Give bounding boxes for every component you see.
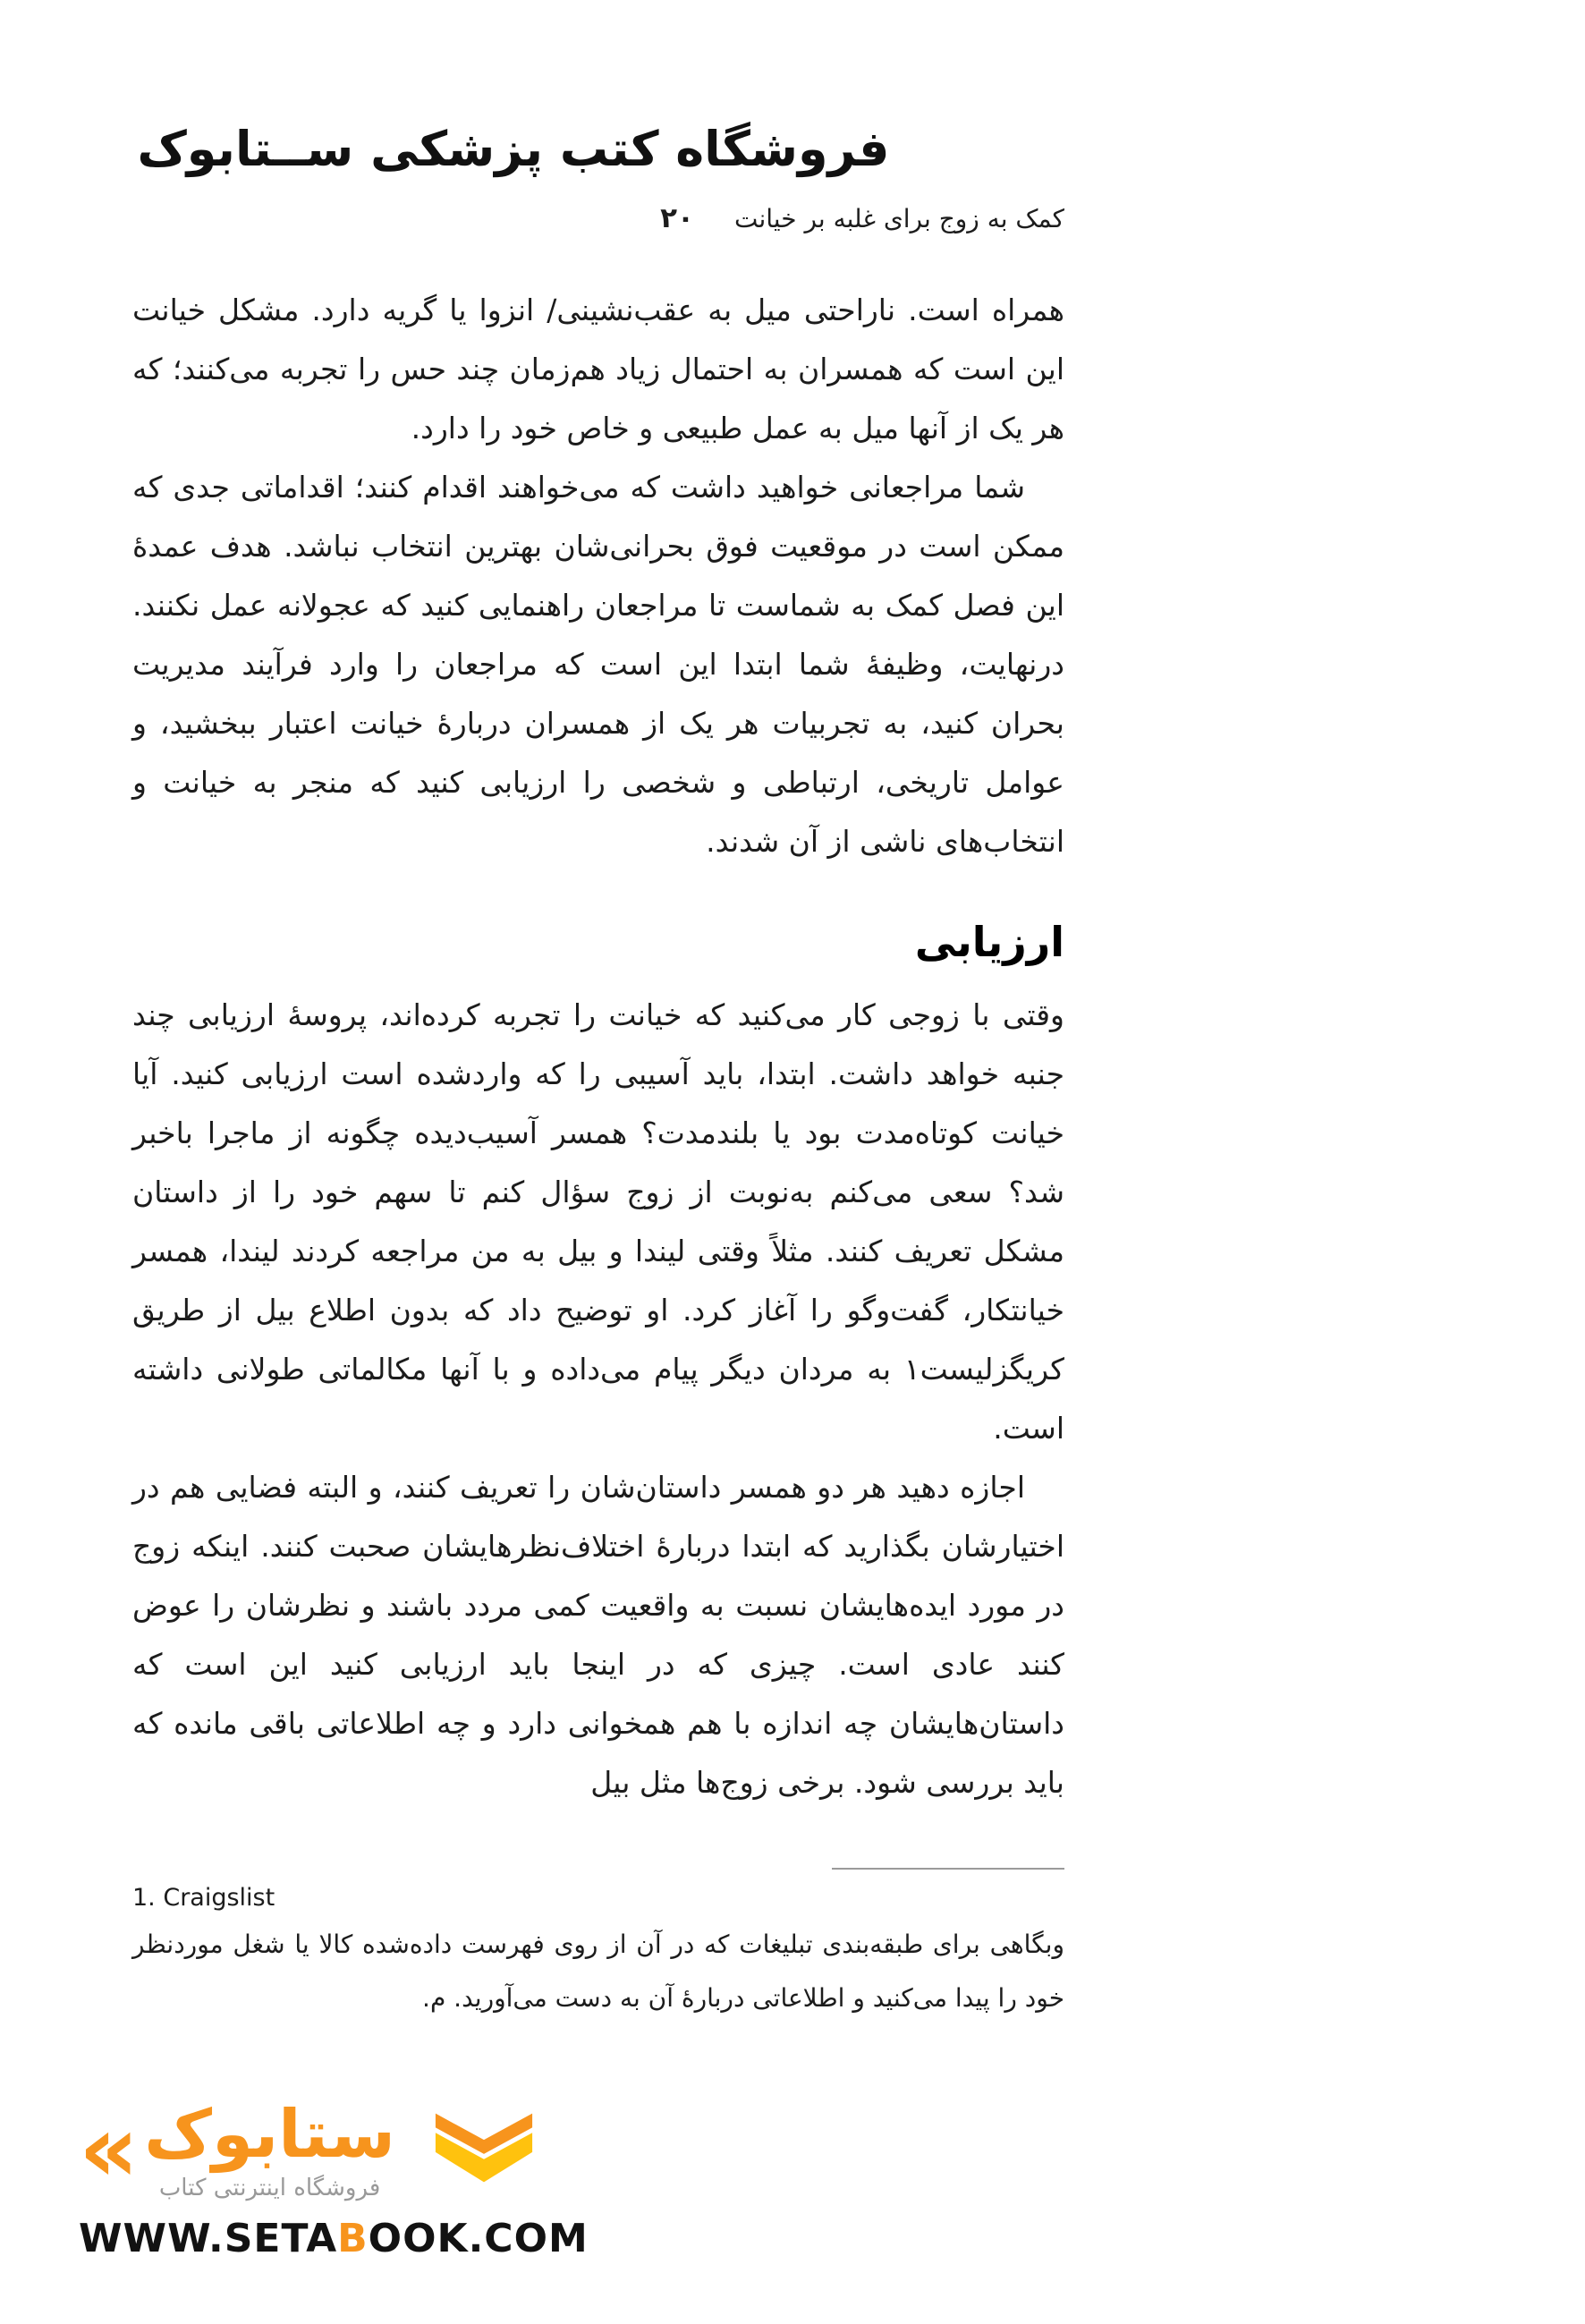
website-url-prefix: WWW.SETA <box>79 2216 338 2261</box>
body-paragraph: همراه است. ناراحتی میل به عقب‌نشینی/ انزوا یا گریه دارد. مشکل خیانت این است که همسران به احتمال زیاد هم‌زمان چند حس را تجربه می‌کنند؛ که هر یک از آنها میل به عمل طبیعی و خاص خود را دارد. <box>132 293 1064 445</box>
body-paragraph: وقتی با زوجی کار می‌کنید که خیانت را تجربه کرده‌اند، پروسهٔ ارزیابی چند جنبه خواهد داشت. ابتدا، باید آسیبی را که واردشده است ارزیابی کنید. آیا خیانت کوتاه‌مدت بود یا بلندمدت؟ همسر آسیب‌دیده چگونه از ماجرا باخبر شد؟ سعی می‌کنم به‌نوبت از زوج سؤال کنم تا سهم خود را از داستان مشکل تعریف کنند. مثلاً وقتی لیندا و بیل به من مراجعه کردند لیندا، همسر خیانتکار، گفت‌وگو را آغاز کرد. او توضیح داد که بدون اطلاع بیل از طریق کریگزلیست۱ به مردان دیگر پیام می‌داده و با آنها مکالماتی طولانی داشته است. <box>132 997 1064 1446</box>
double-chevron-left-icon: « <box>79 2094 140 2203</box>
website-url-highlight: B <box>337 2216 369 2261</box>
body-paragraph: شما مراجعانی خواهید داشت که می‌خواهند اقدام کنند؛ اقداماتی جدی که ممکن است در موقعیت فوق بحرانی‌شان بهترین انتخاب نباشد. هدف عمدهٔ این فصل کمک به شماست تا مراجعان راهنمایی کنید که عجولانه عمل نکنند. درنهایت، وظیفهٔ شما ابتدا این است که مراجعان را وارد فرآیند مدیریت بحران کنید، به تجربیات هر یک از همسران دربارهٔ خیانت اعتبار ببخشید، و عوامل تاریخی، ارتباطی و شخصی را ارزیابی کنید که منجر به خیانت و انتخاب‌های ناشی از آن شدند. <box>132 470 1064 859</box>
section-heading: ارزیابی <box>914 918 1064 966</box>
footnote-marker: 1. Craigslist <box>132 1884 275 1912</box>
footnote-text: وبگاهی برای طبقه‌بندی تبلیغات که در آن از روی فهرست داده‌شده کالا یا شغل موردنظر خود را پیدا می‌کنید و اطلاعاتی دربارهٔ آن به دست می‌آورید. م. <box>132 1930 1064 2013</box>
page-number: ۲۰ <box>660 202 694 234</box>
logo-tagline: فروشگاه اینترنتی کتاب <box>158 2175 381 2201</box>
website-url <box>79 2216 589 2261</box>
chapter-title: کمک به زوج برای غلبه بر خیانت <box>733 204 1064 233</box>
website-url-suffix: OOK.COM <box>368 2216 589 2261</box>
footnote-block <box>132 1868 1064 2025</box>
running-head <box>132 202 1064 234</box>
text-column <box>132 0 1064 2025</box>
footnote-divider <box>832 1868 1064 1870</box>
brand-name: ستابوک <box>144 2096 395 2173</box>
body-text <box>132 281 1064 1812</box>
logo-row <box>79 2096 454 2201</box>
body-paragraph: اجازه دهید هر دو همسر داستان‌شان را تعریف کنند، و البته فضایی هم در اختیارشان بگذارید که ابتدا دربارهٔ اختلاف‌نظرهایشان صحبت کنند. اینکه زوج در مورد ایده‌هایشان نسبت به واقعیت کمی مردد باشند و نظرشان را عوض کنند عادی است. چیزی که در اینجا باید ارزیابی کنید این است که داستان‌هایشان چه اندازه با هم همخوانی دارد و چه اطلاعاتی باقی مانده که باید بررسی شود. برخی زوج‌ها مثل بیل <box>132 1470 1064 1800</box>
store-watermark-header: فروشگاه کتب پزشکی ســتابوک <box>137 121 890 177</box>
brand-stack <box>144 2096 395 2201</box>
chevron-down-emblem-icon <box>431 2113 537 2184</box>
setabook-logo <box>79 2094 589 2261</box>
